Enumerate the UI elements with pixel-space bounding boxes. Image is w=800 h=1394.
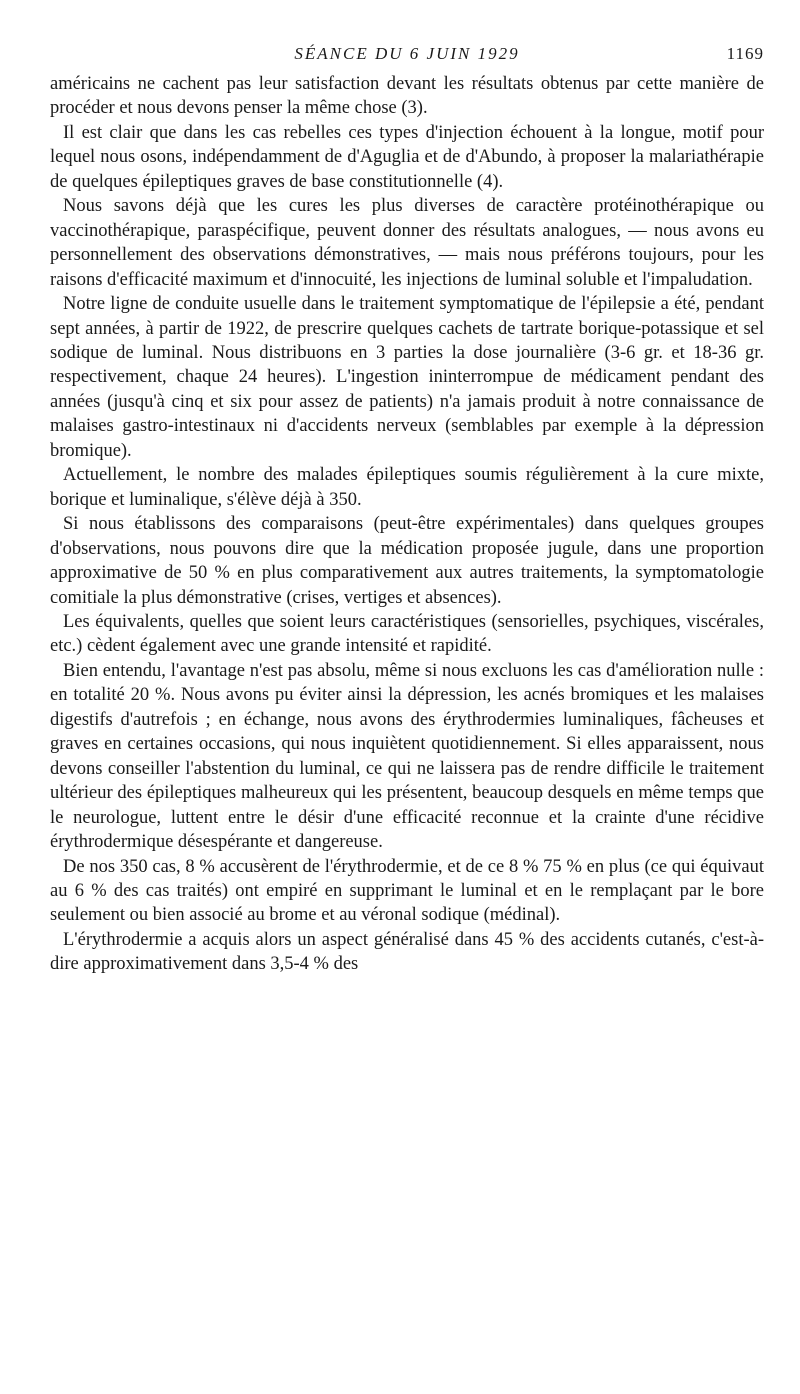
paragraph-2: Il est clair que dans les cas rebelles ces types d'injection échouent à la longue, motif pour lequel nous osons, indépendamment de d'Aguglia et de d'Abundo, à proposer la malariathérapie de quelques épileptiques graves de base constitutionnelle (4). [50, 122, 764, 192]
paragraph-3: Nous savons déjà que les cures les plus diverses de caractère protéinothérapique ou vaccinothérapique, paraspécifique, peuvent donner des résultats analogues, — nous avons eu personnellement des observations démonstratives, — mais nous préférons toujours, pour les raisons d'efficacité maximum et d'innocuité, les injections de luminal soluble et l'impaludation. [50, 196, 764, 290]
paragraph-9: De nos 350 cas, 8 % accusèrent de l'érythrodermie, et de ce 8 % 75 % en plus (ce qui équivaut au 6 % des cas traités) ont empiré en supprimant le luminal et en le remplaçant par le bore seulement ou bien associé au brome et au véronal sodique (médinal). [50, 856, 764, 926]
running-title: SÉANCE DU 6 JUIN 1929 [294, 44, 520, 63]
paragraph-6: Si nous établissons des comparaisons (peut-être expérimentales) dans quelques groupes d'observations, nous pouvons dire que la médication proposée jugule, dans une proportion approximative de 50 % en plus comparativement aux autres traitements, la symptomatologie comitiale la plus démonstrative (crises, vertiges et absences). [50, 514, 764, 608]
page-header [50, 38, 764, 72]
paragraph-8: Bien entendu, l'avantage n'est pas absolu, même si nous excluons les cas d'amélioration nulle : en totalité 20 %. Nous avons pu éviter ainsi la dépression, les acnés bromiques et les malaises digestifs d'autrefois ; en échange, nous avons des érythrodermies luminaliques, fâcheuses et graves en certaines occasions, qui nous inquiètent quotidiennement. Si elles apparaissent, nous devons conseiller l'abstention du luminal, ce qui ne laissera pas de rendre difficile le traitement ultérieur des épileptiques malheureux qui les présentent, beaucoup desquels en même temps que le neurologue, luttent entre le désir d'une efficacité reconnue et la crainte d'une récidive érythrodermique désespérante et dangereuse. [50, 660, 764, 853]
paragraph-4: Notre ligne de conduite usuelle dans le traitement symptomatique de l'épilepsie a été, pendant sept années, à partir de 1922, de prescrire quelques cachets de tartrate borique-potassique et sel sodique de luminal. Nous distribuons en 3 parties la dose journalière (3-6 gr. et 18-36 gr. respectivement, chaque 24 heures). L'ingestion ininterrompue de médicament pendant des années (jusqu'à cinq et six pour assez de patients) n'a jamais produit à notre connaissance de malaises gastro-intestinaux ni d'accidents nerveux (semblables par exemple à la dépression bromique). [50, 294, 764, 461]
body-text [50, 72, 764, 977]
paragraph-7: Les équivalents, quelles que soient leurs caractéristiques (sensorielles, psychiques, viscérales, etc.) cèdent également avec une grande intensité et rapidité. [50, 611, 764, 657]
page-number: 1169 [726, 44, 764, 63]
paragraph-1: américains ne cachent pas leur satisfaction devant les résultats obtenus par cette manière de procéder et nous devons penser la même chose (3). [50, 74, 764, 119]
paragraph-10: L'érythrodermie a acquis alors un aspect généralisé dans 45 % des accidents cutanés, c'est-à-dire approximativement dans 3,5-4 % des [50, 929, 764, 975]
paragraph-5: Actuellement, le nombre des malades épileptiques soumis régulièrement à la cure mixte, borique et luminalique, s'élève déjà à 350. [50, 465, 764, 510]
